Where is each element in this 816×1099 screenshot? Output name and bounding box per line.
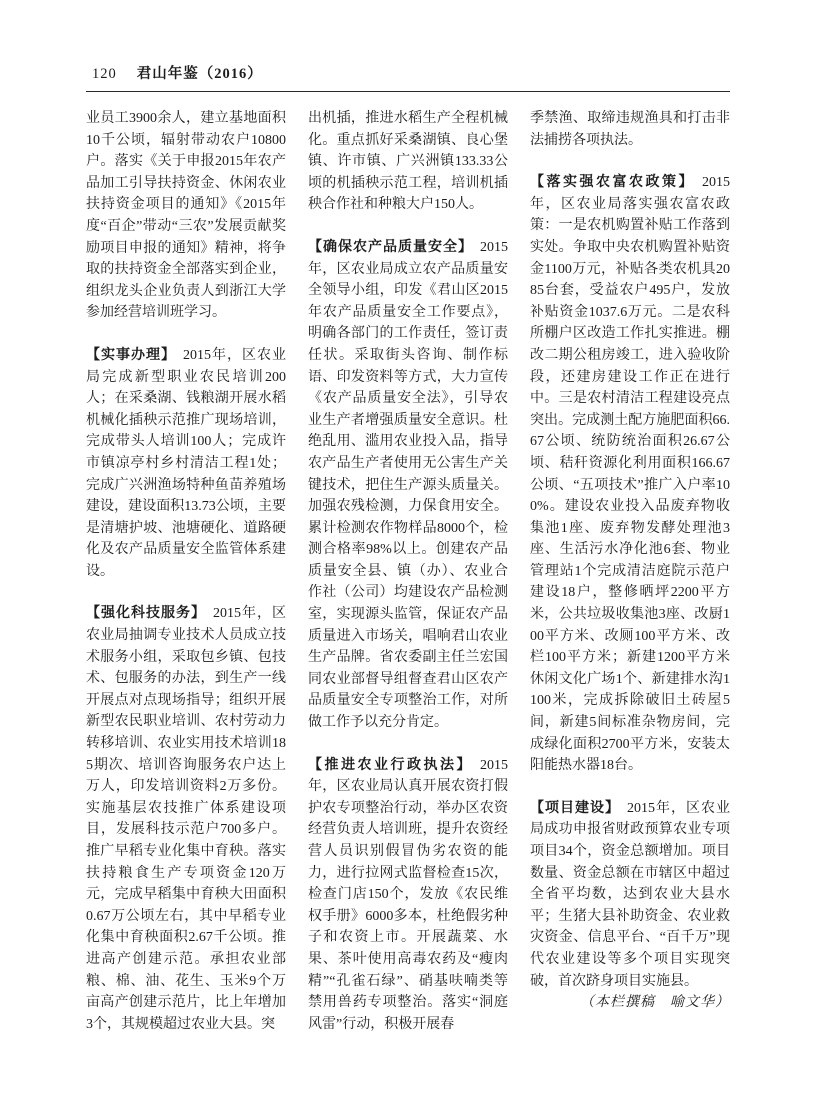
author-credit: （本栏撰稿 喻文华） (580, 995, 730, 1011)
entry-heading: 【确保农产品质量安全】 (308, 239, 473, 255)
paragraph-continuation (308, 108, 508, 216)
content-columns (86, 108, 730, 1035)
entry-text: 2015年，区农业局成功申报省财政预算农业专项项目34个，资金总额增加。项目数量、资金总额在市辖区中超过全省平均数，达到农业大县水平；生猪大县补助资金、农业救灾资金、信息平台、“百千万”现代农业建设等多个项目实现突破，首次跻身项目实施县。 (530, 800, 730, 989)
entry-quebao-zhiliang-anquan (308, 237, 508, 734)
entry-shishi-banli (86, 345, 286, 583)
header-divider (86, 91, 730, 92)
entry-tuijin-xingzheng-zhifa (308, 755, 508, 1036)
entry-heading: 【推进农业行政执法】 (308, 757, 473, 773)
paragraph-continuation (86, 108, 286, 324)
paragraph-continuation (530, 108, 730, 151)
entry-text: 2015年，区农业局完成新型职业农民培训200人；在采桑湖、钱粮湖开展水稻机械化插秧示范推广现场培训，完成带头人培训100人；完成许市镇凉亭村乡村清洁工程1处；完成广兴洲渔场特种鱼苗养殖场建设，建设面积13.73公顷，主要是清塘护坡、池塘硬化、道路硬化及农产品质量安全监管体系建设。 (86, 347, 286, 579)
entry-heading: 【项目建设】 (530, 800, 620, 816)
entry-text: 2015年，区农业局落实强农富农政策：一是农机购置补贴工作落到实处。争取中央农机购置补贴资金1100万元，补贴各类农机具2085台套，受益农户495户，发放补贴资金1037.6万元。二是农科所棚户区改造工作扎实推进。棚改二期公租房竣工，进入验收阶段，还建房建设工作正在进行中。三是农村清洁工程建设亮点突出。完成测土配方施肥面积66.67公顷、统防统治面积26.67公顷、秸秆资源化利用面积166.67公顷、“五项技术”推广入户率100%。建设农业投入品废弃物收集池1座、废弃物发酵处理池3座、生活污水净化池6套、物业管理站1个完成清洁庭院示范户建设18户，整修晒坪2200平方米，公共垃圾收集池3座、改厨100平方米、改厕100平方米、改栏100平方米；新建1200平方米休闲文化广场1个、新建排水沟1100米，完成拆除破旧土砖屋5间，新建5间标准杂物房间，完成绿化面积2700平方米，安装太阳能热水器18台。 (530, 175, 730, 774)
paragraph-text: 业员工3900余人，建立基地面积10千公顷，辐射带动农户10800户。落实《关于申报2015年农产品加工引导扶持资金、休闲农业扶持资金项目的通知》《2015年度“百企”带动“三农”发展贡献奖励项目申报的通知》精神，将争取的扶持资金全部落实到企业，组织龙头企业负责人到浙江大学参加经营培训班学习。 (86, 111, 286, 321)
paragraph-text: 季禁渔、取缔违规渔具和打击非法捕捞各项执法。 (530, 111, 730, 148)
entry-text: 2015年，区农业局抽调专业技术人员成立技术服务小组，采取包乡镇、包技术、包服务的办法，到生产一线开展点对点现场指导；组织开展新型农民职业培训、农村劳动力转移培训、农业实用技术培训185期次、培训咨询服务农户达上万人，印发培训资料2万多份。实施基层农技推广体系建设项目，发展科技示范户700多户。推广早稻专业化集中育秧。落实扶持粮食生产专项资金120万元，完成早稻集中育秧大田面积0.67万公顷左右，其中早稻专业化集中育秧面积2.67千公顷。推进高产创建示范。承担农业部粮、棉、油、花生、玉米9个万亩高产创建示范片，比上年增加3个，其规模超过农业大县。突 (86, 606, 286, 1032)
entry-luoshi-qiangnong-funong (530, 172, 730, 777)
entry-xiangmu-jianshe (530, 798, 730, 992)
entry-text: 2015年，区农业局认真开展农资打假护农专项整治行动，举办区农资经营负责人培训班，提升农资经营人员识别假冒伪劣农资的能力，进行拉网式监督检查15次，检查门店150个，发放《农民维权手册》6000多本，杜绝假劣种子和农资上市。开展蔬菜、水果、茶叶使用高毒农药及“瘦肉精”“孔雀石绿”、硝基呋喃类等禁用兽药专项整治。落实“洞庭风雷”行动，积极开展春 (308, 757, 508, 1032)
column-3 (530, 108, 730, 1035)
book-title: 君山年鉴（2016） (136, 66, 263, 82)
page-number: 120 (92, 66, 117, 82)
column-1 (86, 108, 286, 1035)
column-2 (308, 108, 508, 1035)
entry-heading: 【实事办理】 (86, 347, 176, 363)
entry-heading: 【落实强农富农政策】 (530, 175, 695, 191)
entry-qianghua-keji-fuwu (86, 603, 286, 1035)
page-header (86, 56, 730, 91)
entry-heading: 【强化科技服务】 (86, 606, 206, 622)
paragraph-text: 出机插，推进水稻生产全程机械化。重点抓好采桑湖镇、良心堡镇、许市镇、广兴洲镇133.33公顷的机插秧示范工程，培训机插秧合作社和种粮大户150人。 (308, 111, 508, 213)
entry-text: 2015年，区农业局成立农产品质量安全领导小组，印发《君山区2015年农产品质量安全工作要点》，明确各部门的工作责任，签订责任状。采取街头咨询、制作标语、印发资料等方式，大力宣传《农产品质量安全法》，引导农业生产者增强质量安全意识。杜绝乱用、滥用农业投入品，指导农产品生产者使用无公害生产关键技术，把住生产源头质量关。加强农残检测，力保食用安全。累计检测农作物样品8000个，检测合格率98%以上。创建农产品质量安全县、镇（办）、农业合作社（公司）均建设农产品检测室，实现源头监管，保证农产品质量进入市场关，唱响君山农业生产品牌。省农委副主任兰宏国同农业部督导组督查君山区农产品质量安全专项整治工作，对所做工作予以充分肯定。 (308, 239, 508, 731)
